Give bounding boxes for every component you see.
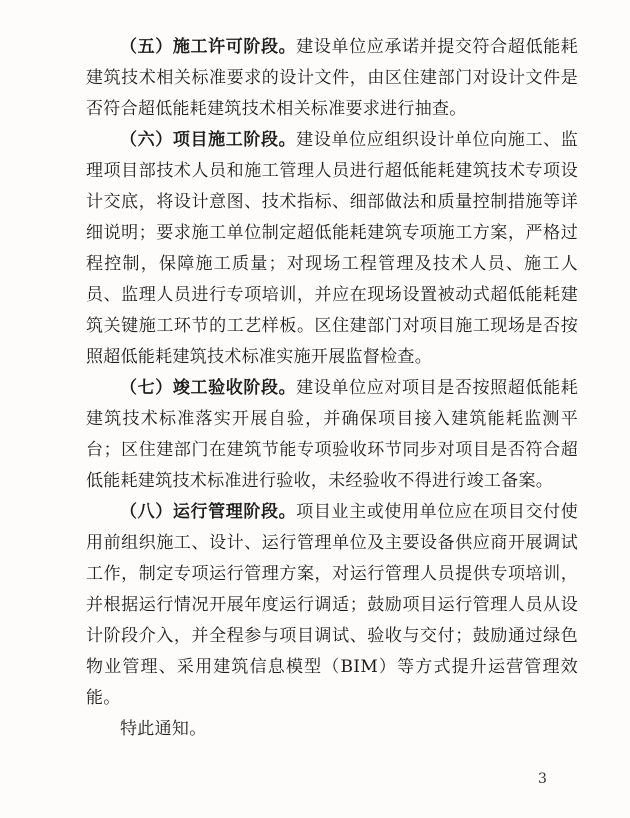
paragraph-operation-management xyxy=(86,497,578,714)
paragraph-heading: （八）运行管理阶段。 xyxy=(120,502,297,522)
paragraph-heading: （七）竣工验收阶段。 xyxy=(120,378,297,398)
paragraph-heading: （六）项目施工阶段。 xyxy=(120,130,297,150)
paragraph-text: 项目业主或使用单位应在项目交付使用前组织施工、设计、运行管理单位及主要设备供应商开展调试工作，制定专项运行管理方案，对运行管理人员提供专项培训，并根据运行情况开展年度运行调适；鼓励项目运行管理人员从设计阶段介入，并全程参与项目调试、验收与交付；鼓励通过绿色物业管理、采用建筑信息模型（BIM）等方式提升运营管理效能。 xyxy=(86,502,578,708)
document-body xyxy=(86,32,578,745)
paragraph-text: 建设单位应承诺并提交符合超低能耗建筑技术相关标准要求的设计文件，由区住建部门对设计文件是否符合超低能耗建筑技术相关标准要求进行抽查。 xyxy=(86,37,578,119)
paragraph-construction-permit xyxy=(86,32,578,125)
paragraph-completion-acceptance xyxy=(86,373,578,497)
closing-line: 特此通知。 xyxy=(120,719,207,739)
paragraph-heading: （五）施工许可阶段。 xyxy=(120,37,297,57)
paragraph-text: 建设单位应组织设计单位向施工、监理项目部技术人员和施工管理人员进行超低能耗建筑技术专项设计交底，将设计意图、技术指标、细部做法和质量控制措施等详细说明；要求施工单位制定超低能耗建筑专项施工方案，严格过程控制，保障施工质量；对现场工程管理及技术人员、施工人员、监理人员进行专项培训，并应在现场设置被动式超低能耗建筑关键施工环节的工艺样板。区住建部门对项目施工现场是否按照超低能耗建筑技术标准实施开展监督检查。 xyxy=(86,130,578,367)
paragraph-text: 建设单位应对项目是否按照超低能耗建筑技术标准落实开展自验，并确保项目接入建筑能耗监测平台；区住建部门在建筑节能专项验收环节同步对项目是否符合超低能耗建筑技术标准进行验收，未经验收不得进行竣工备案。 xyxy=(86,378,578,491)
page-number: 3 xyxy=(538,771,547,787)
paragraph-project-construction xyxy=(86,125,578,373)
